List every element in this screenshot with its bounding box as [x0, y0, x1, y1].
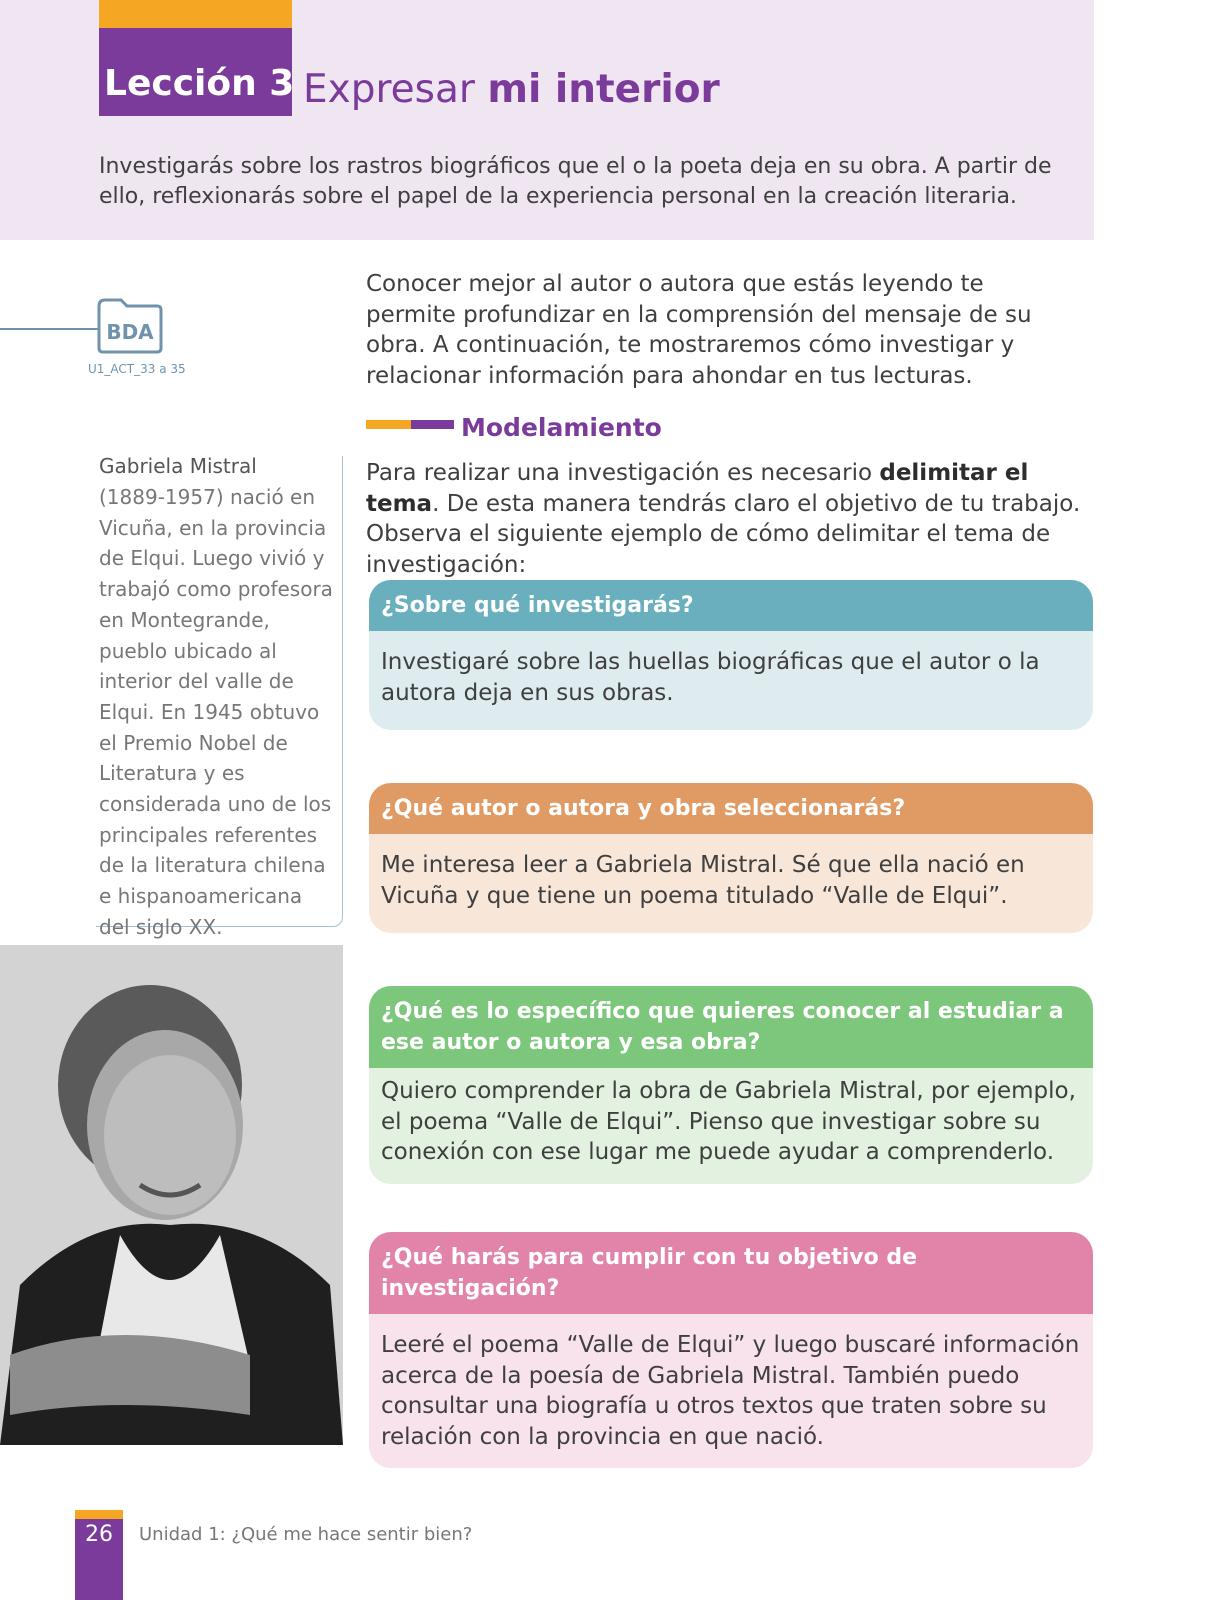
sidebar-name: Gabriela Mistral [99, 454, 257, 478]
portrait-photo [0, 945, 343, 1445]
card-question: ¿Qué es lo específico que quieres conocer al estudiar a ese autor o autora y esa obra? [369, 986, 1093, 1068]
lesson-title-part2: mi interior [487, 67, 720, 112]
para-bold: delimitar el tema [366, 460, 1029, 517]
section-title: Modelamiento [461, 413, 662, 442]
para-after: . De esta manera tendrás claro el objetivo de tu trabajo. Observa el siguiente ejemplo de cómo delimitar el tema de investigación: [366, 490, 1081, 578]
portrait-illustration [0, 945, 343, 1445]
bda-connector-line [0, 328, 98, 330]
card-question: ¿Sobre qué investigarás? [369, 580, 1093, 631]
folder-icon[interactable] [95, 296, 165, 354]
bda-code: U1_ACT_33 a 35 [88, 362, 186, 376]
lesson-intro: Investigarás sobre los rastros biográficos que el o la poeta deja en su obra. A partir de ello, reflexionarás sobre el papel de la experiencia personal en la creación literaria. [99, 154, 1052, 209]
sidebar-bio: (1889-1957) nació en Vicuña, en la provincia de Elqui. Luego vivió y trabajó como profesora en Montegrande, pueblo ubicado al interior del valle de Elqui. En 1945 obtuvo el Premio Nobel de Literatura y es considerada uno de los principales referentes de la literatura chilena e hispanoamericana del siglo XX. [99, 485, 333, 939]
header-accent-bar [99, 0, 292, 28]
lesson-label: Lección 3 [104, 63, 295, 104]
para-before: Para realizar una investigación es necesario [366, 460, 880, 486]
card-answer: Quiero comprender la obra de Gabriela Mistral, por ejemplo, el poema “Valle de Elqui”. Pienso que investigar sobre su conexión con ese lugar me puede ayudar a comprenderlo. [369, 1068, 1093, 1184]
question-card [369, 1232, 1093, 1468]
footer-accent-bar [75, 1510, 123, 1519]
main-intro: Conocer mejor al autor o autora que estás leyendo te permite profundizar en la comprensión del mensaje de su obra. A continuación, te mostraremos cómo investigar y relacionar información para ahondar en tus lecturas. [366, 271, 1032, 389]
card-answer: Leeré el poema “Valle de Elqui” y luego buscaré información acerca de la poesía de Gabriela Mistral. También puedo consultar una biografía u otros textos que traten sobre su relación con la provincia en que nació. [369, 1314, 1093, 1468]
lesson-title-part1: Expresar [303, 67, 475, 112]
section-accent-purple [411, 420, 454, 429]
card-answer: Me interesa leer a Gabriela Mistral. Sé que ella nació en Vicuña y que tiene un poema titulado “Valle de Elqui”. [369, 834, 1093, 933]
bda-label: BDA [106, 320, 154, 344]
page-number: 26 [85, 1522, 113, 1547]
section-accent-orange [366, 420, 411, 429]
card-answer: Investigaré sobre las huellas biográficas que el autor o la autora deja en sus obras. [369, 631, 1093, 730]
card-question: ¿Qué harás para cumplir con tu objetivo de investigación? [369, 1232, 1093, 1314]
question-card [369, 580, 1093, 730]
question-card [369, 783, 1093, 933]
footer-unit: Unidad 1: ¿Qué me hace sentir bien? [139, 1524, 473, 1545]
question-card [369, 986, 1093, 1184]
card-question: ¿Qué autor o autora y obra seleccionarás? [369, 783, 1093, 834]
main-paragraph [366, 458, 1086, 580]
lesson-title [303, 67, 720, 112]
